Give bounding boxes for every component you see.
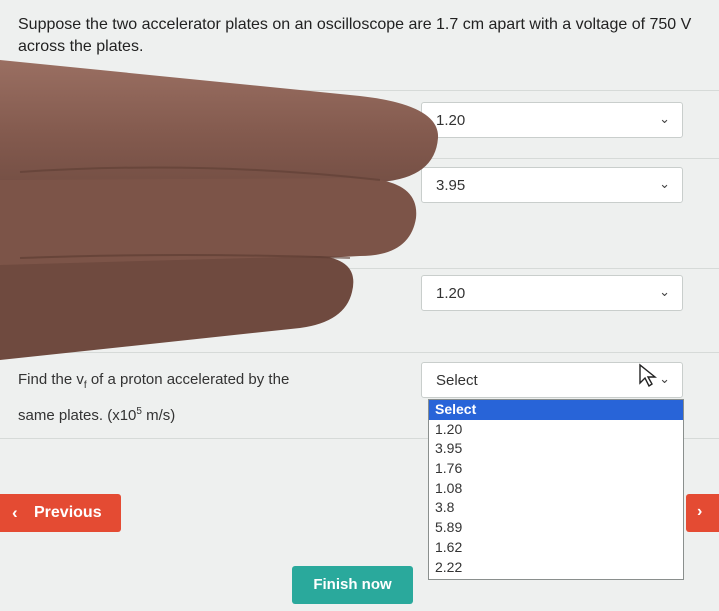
answer-select-2[interactable] bbox=[421, 167, 683, 203]
answer-select-value: 3.95 bbox=[436, 177, 466, 194]
dropdown-option[interactable]: 1.20 bbox=[435, 420, 463, 437]
dropdown-option[interactable]: 5.89 bbox=[435, 519, 463, 536]
prompt-line-1: Find the $v_f$ of a proton accelerated by the bbox=[18, 371, 290, 391]
chevron-down-icon: ⌄ bbox=[659, 176, 670, 191]
dropdown-option[interactable]: 3.8 bbox=[435, 499, 455, 516]
dropdown-option[interactable]: 1.08 bbox=[435, 479, 463, 496]
answer-select-1[interactable] bbox=[421, 102, 683, 138]
chevron-down-icon: ⌄ bbox=[659, 284, 670, 299]
answer-select-value: Select bbox=[436, 372, 478, 389]
dropdown-option[interactable]: Select bbox=[429, 400, 683, 420]
answer-select-3[interactable] bbox=[421, 275, 683, 311]
previous-button[interactable] bbox=[0, 494, 121, 532]
prompt-line-2: same plates. ($x10^5$ m/s) bbox=[18, 406, 176, 424]
finish-now-button[interactable]: Finish now bbox=[292, 566, 413, 604]
mouse-pointer-icon bbox=[638, 363, 660, 389]
dropdown-option[interactable]: 1.76 bbox=[435, 460, 463, 477]
next-button[interactable] bbox=[686, 494, 719, 532]
chevron-left-icon: ‹ bbox=[12, 503, 18, 522]
answer-select-value: 1.20 bbox=[436, 285, 466, 302]
final-question-prompt bbox=[18, 367, 398, 429]
previous-button-label: Previous bbox=[34, 504, 102, 521]
dropdown-option[interactable]: 3.95 bbox=[435, 440, 463, 457]
chevron-down-icon: ⌄ bbox=[659, 111, 670, 126]
dropdown-option[interactable]: 2.22 bbox=[435, 558, 463, 575]
dropdown-option[interactable]: 1.62 bbox=[435, 538, 463, 555]
hand-occlusion bbox=[0, 60, 440, 360]
answer-dropdown-list[interactable] bbox=[428, 399, 684, 580]
chevron-right-icon: › bbox=[697, 503, 703, 520]
chevron-down-icon: ⌄ bbox=[659, 371, 670, 386]
question-text: Suppose the two accelerator plates on an oscilloscope are 1.7 cm apart with a voltage of 750 V across the plates. bbox=[18, 16, 692, 55]
answer-select-value: 1.20 bbox=[436, 112, 466, 129]
